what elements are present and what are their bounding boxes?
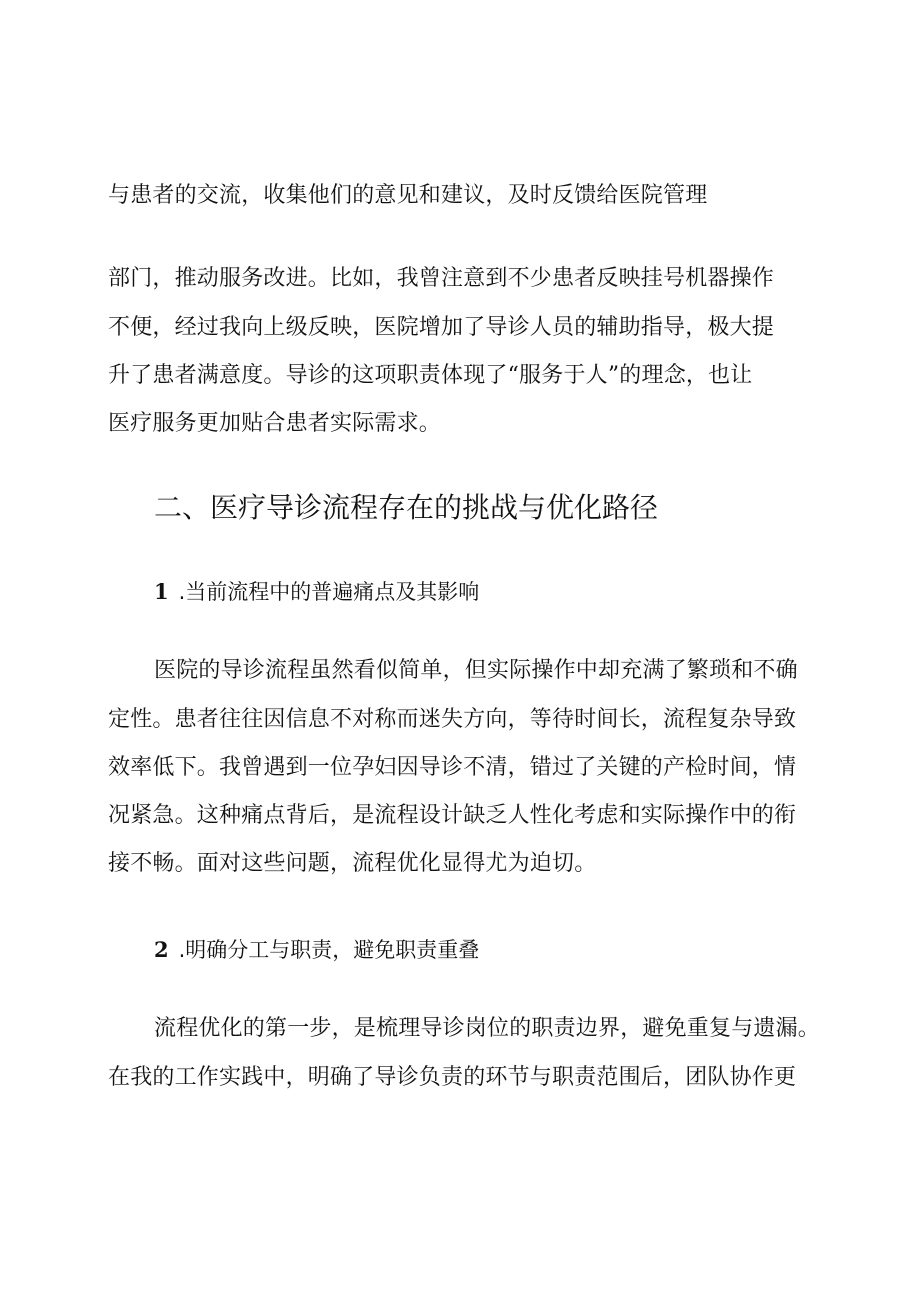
paragraph-line: 医疗服务更加贴合患者实际需求。 — [108, 411, 442, 436]
paragraph-line: 医院的导诊流程虽然看似简单，但实际操作中却充满了繁琐和不确 — [154, 658, 798, 683]
paragraph-line: 接不畅。面对这些问题，流程优化显得尤为迫切。 — [108, 851, 597, 876]
subheading-number: 2 — [154, 937, 169, 962]
subheading-text: .当前流程中的普遍痛点及其影响 — [178, 580, 480, 604]
paragraph-line: 定性。患者往往因信息不对称而迷失方向，等待时间长，流程复杂导致 — [108, 707, 797, 732]
paragraph-line: 效率低下。我曾遇到一位孕妇因导诊不清，错过了关键的产检时间，情 — [108, 755, 797, 780]
subheading-1 — [154, 577, 479, 607]
paragraph-line: 流程优化的第一步，是梳理导诊岗位的职责边界，避免重复与遗漏。 — [154, 1016, 821, 1041]
subheading-number: 1 — [154, 579, 169, 604]
paragraph-line: 况紧急。这种痛点背后，是流程设计缺乏人性化考虑和实际操作中的衔 — [108, 803, 797, 828]
subheading-2 — [154, 935, 479, 965]
paragraph-line: 与患者的交流，收集他们的意见和建议，及时反馈给医院管理 — [108, 183, 708, 208]
subheading-text: .明确分工与职责，避免职责重叠 — [178, 938, 480, 962]
paragraph-line: 升了患者满意度。导诊的这项职责体现了“服务于人”的理念，也让 — [108, 363, 753, 388]
paragraph-line: 部门，推动服务改进。比如，我曾注意到不少患者反映挂号机器操作 — [108, 266, 775, 291]
section-title: 二、医疗导诊流程存在的挑战与优化路径 — [154, 491, 659, 524]
paragraph-line: 在我的工作实践中，明确了导诊负责的环节与职责范围后，团队协作更 — [108, 1065, 797, 1090]
paragraph-line: 不便，经过我向上级反映，医院增加了导诊人员的辅助指导，极大提 — [108, 315, 775, 340]
